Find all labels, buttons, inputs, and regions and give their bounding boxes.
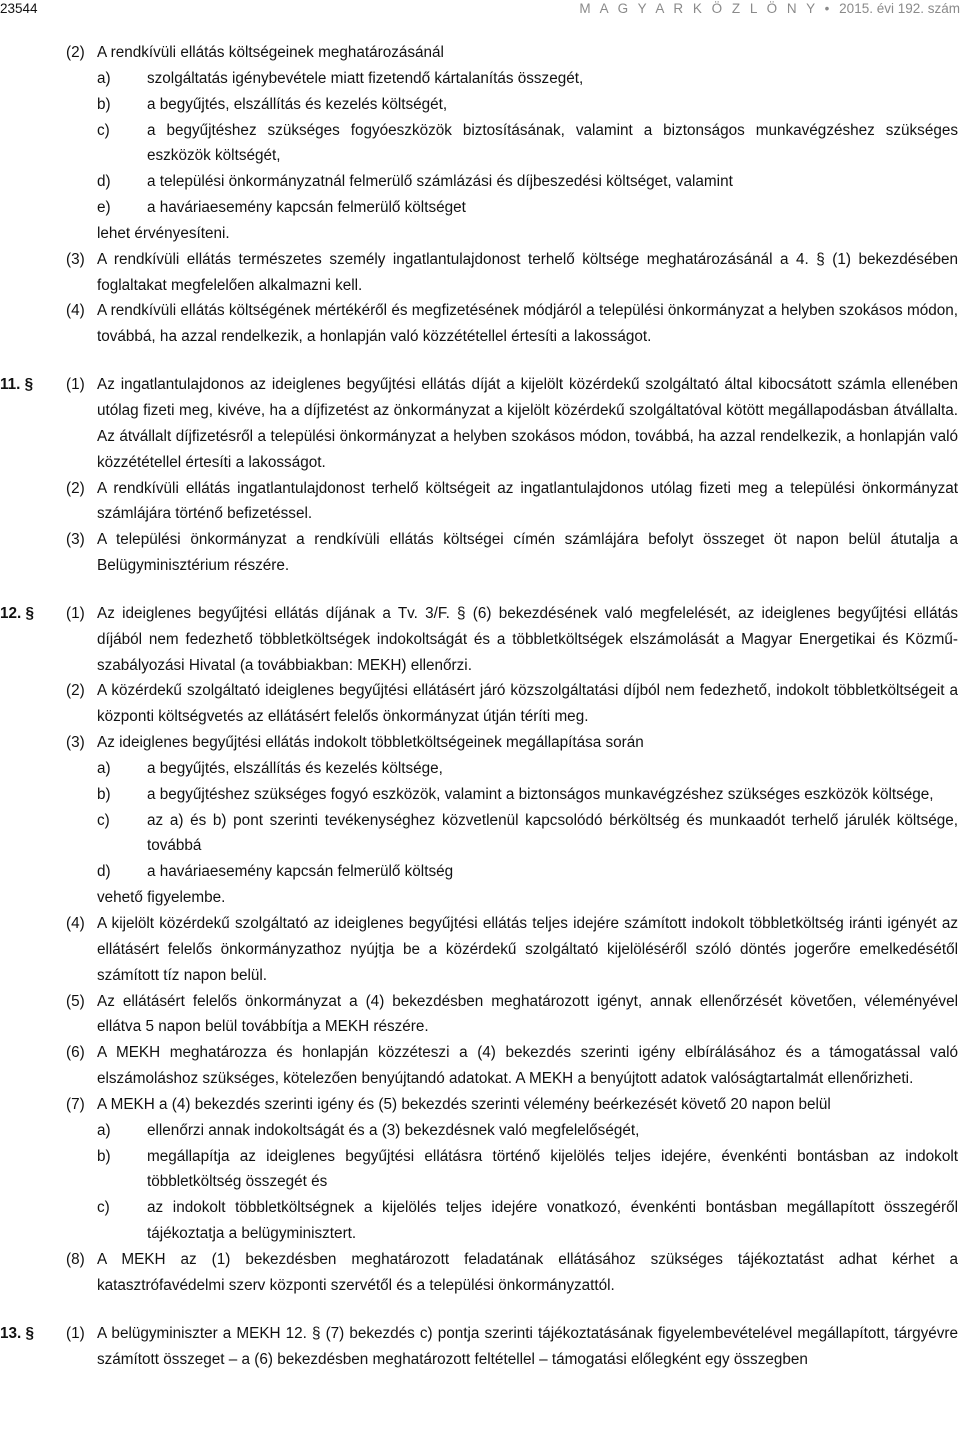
list-item-text: az a) és b) pont szerinti tevékenységhez közvetlenül kapcsolódó bérköltség és munkaadót terhelő járulék költsége, továbbá: [147, 811, 958, 855]
section: [0, 1321, 960, 1373]
list-item: [97, 1144, 960, 1196]
list-item: [97, 859, 960, 885]
list-item-label: c): [97, 121, 110, 139]
paragraph-text: A kijelölt közérdekű szolgáltató az ideiglenes begyűjtési ellátás teljes idejére számított indokolt többletköltség iránti igényét az ellátásért felelős önkormányzathoz nyújtja be a közérdekű szolgáltató kijelöléséről szóló döntés jogerőre emelkedésétől számított tíz napon belül.: [97, 915, 958, 984]
list-item-label: b): [97, 95, 111, 113]
section: [0, 40, 960, 350]
list-item-text: a begyűjtéshez szükséges fogyóeszközök biztosításának, valamint a biztonságos munkavégzéshez szükséges eszközök költségét,: [147, 121, 958, 165]
paragraph-number: (8): [66, 1250, 85, 1268]
paragraph-text: A belügyminiszter a MEKH 12. § (7) bekezdés c) pontja szerinti tájékoztatásának figyelembevételével megállapított, tárgyévre számított összeget – a (6) bekezdésben meghatározott feltétellel – támogatási előlegként egy összegben: [97, 1324, 958, 1368]
list-item-label: d): [97, 173, 111, 191]
paragraph-text: A rendkívüli ellátás költségének mértékéről és megfizetésének módjáról a települési önkormányzat a helyben szokásos módon, továbbá, ha azzal rendelkezik, a honlapján való közzététellel értesíti a lakosságot.: [97, 302, 958, 346]
paragraph: [0, 247, 960, 299]
paragraph-text: A MEKH a (4) bekezdés szerinti igény és (5) bekezdés szerinti vélemény beérkezését követő 20 napon belül: [97, 1095, 831, 1113]
paragraph: [0, 1040, 960, 1092]
paragraph-number: (2): [66, 479, 85, 497]
paragraph-number: (2): [66, 44, 85, 61]
list-item-label: a): [97, 1121, 111, 1139]
list-item-text: a haváriaesemény kapcsán felmerülő költség: [147, 863, 454, 881]
page-number: 23544: [0, 1, 38, 16]
list-item: [97, 195, 960, 221]
list-item-label: a): [97, 759, 111, 777]
list-item: [97, 808, 960, 860]
list-item-text: ellenőrzi annak indokoltságát és a (3) bekezdésnek való megfelelőségét,: [147, 1121, 640, 1139]
section: [0, 372, 960, 579]
list-item: [97, 782, 960, 808]
paragraph: [0, 1247, 960, 1299]
paragraph-number: (3): [66, 734, 85, 752]
list-item: [97, 92, 960, 118]
paragraph: [0, 372, 960, 475]
list-item: [97, 756, 960, 782]
list-item-text: a begyűjtés, elszállítás és kezelés költsége,: [147, 759, 443, 777]
paragraph: [0, 527, 960, 579]
section-number: 13. §: [0, 1324, 35, 1342]
paragraph-number: (3): [66, 250, 85, 268]
paragraph-number: (1): [66, 376, 85, 394]
paragraph: [0, 678, 960, 730]
list-item: [97, 169, 960, 195]
paragraph-text: A rendkívüli ellátás természetes személy ingatlantulajdonost terhelő költsége meghatározásánál a 4. § (1) bekezdésében foglaltakat megfelelően alkalmazni kell.: [97, 250, 958, 294]
paragraph: [0, 298, 960, 350]
paragraph-number: (2): [66, 682, 85, 700]
list-item-label: e): [97, 199, 111, 217]
paragraph-number: (1): [66, 604, 85, 622]
document-body: [0, 40, 960, 1372]
list-item-text: a begyűjtéshez szükséges fogyó eszközök, valamint a biztonságos munkavégzéshez szükséges eszközök költsége,: [147, 785, 934, 803]
paragraph-text: A rendkívüli ellátás ingatlantulajdonost terhelő költségeit az ingatlantulajdonos utólag fizeti meg a települési önkormányzat számlájára történő befizetéssel.: [97, 479, 958, 523]
paragraph-text: A közérdekű szolgáltató ideiglenes begyűjtési ellátásért járó közszolgáltatási díjból nem fedezhető, indokolt többletköltségeit a központi költségvetés az ellátásért felelős önkormányzat útján téríti meg.: [97, 682, 958, 726]
list-item-text: a begyűjtés, elszállítás és kezelés költségét,: [147, 95, 448, 113]
list-item-label: d): [97, 863, 111, 881]
paragraph-text: Az ingatlantulajdonos az ideiglenes begyűjtési ellátás díját a kijelölt közérdekű szolgáltató által kibocsátott számla ellenében utólag fizeti meg, kivéve, ha a díjfizetést az önkormányzat a kijelölt közérdekű szolgáltatóval kötött megállapodásban átvállalta. Az átvállalt díjfizetésről a települési önkormányzat a helyben szokásos módon, továbbá, ha azzal rendelkezik, a honlapján való közzététellel értesíti a lakosságot.: [97, 376, 958, 471]
paragraph-text: A MEKH meghatározza és honlapján közzéteszi a (4) bekezdés szerinti igény elbírálásához és a támogatással való elszámoláshoz szükséges, kötelezően benyújtandó adatokat. A MEKH a benyújtott adatok valóságtartalmát ellenőrizheti.: [97, 1044, 958, 1088]
paragraph-text: Az ellátásért felelős önkormányzat a (4) bekezdésben meghatározott igényt, annak ellenőrzését követően, véleményével ellátva 5 napon belül továbbítja a MEKH részére.: [97, 992, 958, 1036]
list-item-text: szolgáltatás igénybevétele miatt fizetendő kártalanítás összegét,: [147, 69, 584, 87]
paragraph-number: (6): [66, 1044, 85, 1062]
list-item: [97, 118, 960, 170]
page-header: [0, 0, 960, 18]
list-item-text: a települési önkormányzatnál felmerülő számlázási és díjbeszedési költséget, valamint: [147, 173, 733, 191]
list-item-label: b): [97, 1147, 111, 1165]
paragraph: [0, 601, 960, 679]
paragraph: [0, 730, 960, 911]
list-item-label: c): [97, 1199, 110, 1217]
journal-title: [579, 0, 960, 18]
journal-name: M A G Y A R K Ö Z L Ö N Y •: [579, 1, 840, 16]
list-item: [97, 1195, 960, 1247]
paragraph: [0, 476, 960, 528]
paragraph-number: (4): [66, 302, 85, 320]
paragraph-closing-text: vehető figyelembe.: [97, 889, 226, 907]
list-item-label: b): [97, 785, 111, 803]
paragraph-number: (4): [66, 915, 85, 932]
section: [0, 601, 960, 1299]
paragraph-number: (7): [66, 1095, 85, 1113]
section-number: 12. §: [0, 604, 35, 622]
paragraph-text: A MEKH az (1) bekezdésben meghatározott feladatának ellátásához szükséges tájékoztatást adhat kérhet a katasztrófavédelmi szerv központi szervétől és a települési önkormányzattól.: [97, 1250, 958, 1294]
list-item-text: a haváriaesemény kapcsán felmerülő költséget: [147, 199, 466, 217]
section-number: 11. §: [0, 376, 34, 394]
paragraph-text: A települési önkormányzat a rendkívüli ellátás költségei címén számlájára befolyt összeget öt napon belül átutalja a Belügyminisztérium részére.: [97, 531, 958, 575]
list-item-label: c): [97, 811, 110, 829]
paragraph-text: A rendkívüli ellátás költségeinek meghatározásánál: [97, 44, 444, 61]
paragraph-number: (5): [66, 992, 85, 1010]
paragraph-text: Az ideiglenes begyűjtési ellátás indokolt többletköltségeinek megállapítása során: [97, 734, 644, 752]
list-item: [97, 66, 960, 92]
paragraph-closing-text: lehet érvényesíteni.: [97, 224, 230, 242]
list-item-text: megállapítja az ideiglenes begyűjtési ellátásra történő kijelölés teljes idejére, évenkénti bontásban az indokolt többletköltség összegét és: [147, 1147, 958, 1191]
paragraph: [0, 1321, 960, 1373]
paragraph-number: (3): [66, 531, 85, 549]
paragraph: [0, 40, 960, 247]
list-item: [97, 1118, 960, 1144]
paragraph-number: (1): [66, 1324, 85, 1342]
issue-label: 2015. évi 192. szám: [839, 1, 960, 16]
paragraph: [0, 911, 960, 989]
list-item-text: az indokolt többletköltségnek a kijelölés teljes idejére vonatkozó, évenkénti bontásban megállapított összegéről tájékoztatja a belügyminisztert.: [147, 1199, 958, 1243]
paragraph-text: Az ideiglenes begyűjtési ellátás díjának a Tv. 3/F. § (6) bekezdésének való megfelelését, az ideiglenes begyűjtési ellátás díjából nem fedezhető többletköltségek indokoltságát és a többletköltségek elszámolását a Magyar Energetikai és Közmű-szabályozási Hivatal (a továbbiakban: MEKH) ellenőrzi.: [97, 604, 958, 674]
paragraph: [0, 1092, 960, 1247]
paragraph: [0, 989, 960, 1041]
list-item-label: a): [97, 69, 111, 87]
